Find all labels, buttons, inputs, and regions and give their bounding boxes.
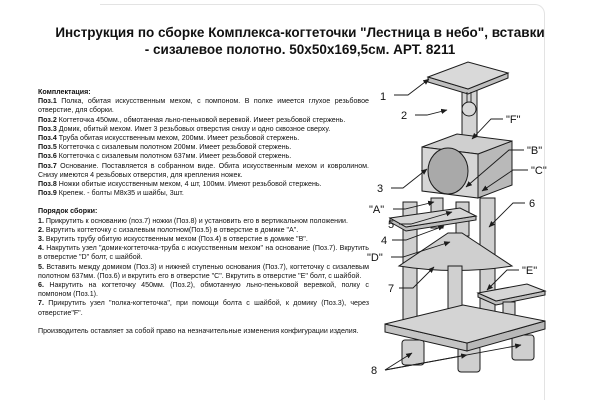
assembly-step: 4. Накрутить узел "домик-когтеточка-труба с искусственным мехом" на основание (Поз.7). Вкрутить в отверстие "D" болт, с шайбой. (38, 244, 369, 262)
callout-label-2: 2 (401, 110, 408, 122)
assembly-step: 1. Прикрутить к основанию (поз.7) ножки (Поз.8) и установить его в вертикальном положении. (38, 216, 348, 225)
equipment-item: Поз.9 Крепеж. - болты М8х35 и шайбы, 3шт. (38, 189, 184, 198)
assembly-step: 6. Накрутить на когтеточку 450мм. (Поз.2), обмотанную льно-пеньковой веревкой, полку с помпоном (Поз.1). (38, 281, 369, 299)
equipment-item: Поз.5 Когтеточка с сизалевым полотном 200мм. Имеет резьбовой стержень. (38, 143, 292, 152)
title-line-2: - сизалевое полотно. 50х50х169,5см. АРТ. 8211 (144, 41, 456, 57)
instruction-text-column (38, 88, 369, 336)
assembly-step: 5. Вставить между домиком (Поз.3) и нижней ступенью основания (Поз.7), когтеточку с сизалевым полотном 637мм. (Поз.6) и вкрутить его в отверстие "С". Вкрутить в отверстие "Е" болт, с шайбой. (38, 262, 369, 280)
assembly-step: 7. Прикрутить узел "полка-когтеточка", при помощи болта с шайбой, к домику (Поз.3), через отверстие"F". (38, 299, 369, 317)
title-line-1: Инструкция по сборке Комплекса-когтеточки "Лестница в небо", вставки (55, 25, 545, 40)
equipment-item: Поз.4 Труба обитая искусственным мехом, 200мм. Имеет резьбовой стержень. (38, 134, 300, 143)
house-hole-shape (428, 148, 468, 194)
callout-label-3: 3 (377, 183, 384, 195)
callout-label-a: "A" (369, 204, 385, 216)
assembly-heading: Порядок сборки: (38, 207, 98, 216)
callout-label-e: "E" (522, 265, 538, 277)
callout-label-6: 6 (529, 198, 536, 210)
callout-line-1 (394, 79, 429, 95)
pompom-ball-shape (462, 102, 476, 116)
callout-label-8: 8 (371, 365, 378, 377)
assembly-step: 2. Вкрутить когтеточку с сизалевым полотном(Поз.5) в отверстие в домике "А". (38, 225, 299, 234)
cat-tree-diagram (365, 52, 595, 397)
manufacturer-note: Производитель оставляет за собой право на незначительные изменения конфигурации изделия. (38, 326, 359, 335)
equipment-item: Поз.8 Ножки обитые искусственным мехом, 4 шт, 100мм. Имеют резьбовой стержень. (38, 180, 322, 189)
equipment-item: Поз.1 Полка, обитая искусственным мехом, с помпоном. В полке имеется глухое резьбовое отверстие, для сборки. (38, 97, 369, 115)
callout-label-5: 5 (388, 219, 395, 231)
callout-label-c: "C" (531, 165, 547, 177)
equipment-item: Поз.7 Основание. Поставляется в собранном виде. Обита искусственным мехом и ковролином. Снизу имеются 4 резьбовых отверстия, для крепления ножек. (38, 161, 369, 179)
cat-tree-drawing (365, 52, 595, 397)
callout-line-2 (415, 110, 447, 115)
callout-label-b: "B" (527, 145, 543, 157)
callout-label-7: 7 (388, 283, 395, 295)
equipment-heading: Комплектация: (38, 88, 91, 96)
equipment-item: Поз.3 Домик, обитый мехом. Имет 3 резьбовых отверстия снизу и одно сквозное сверху. (38, 124, 331, 133)
callout-label-1: 1 (380, 91, 387, 103)
callout-label-d: "D" (367, 252, 383, 264)
assembly-step: 3. Вкрутить трубу обитую искусственным мехом (Поз.4) в отверстие в домике "В". (38, 235, 308, 244)
foot-shape (402, 340, 424, 365)
callout-label-4: 4 (381, 235, 388, 247)
callout-label-f: "F" (506, 114, 521, 126)
equipment-item: Поз.2 Когтеточка 450мм., обмотанная льно-пеньковой веревкой. Имеет резьбовой стержень. (38, 115, 346, 124)
equipment-item: Поз.6 Когтеточка с сизалевым полотном 637мм. Имеет резьбовой стержень. (38, 152, 292, 161)
foot-shape (512, 335, 534, 360)
